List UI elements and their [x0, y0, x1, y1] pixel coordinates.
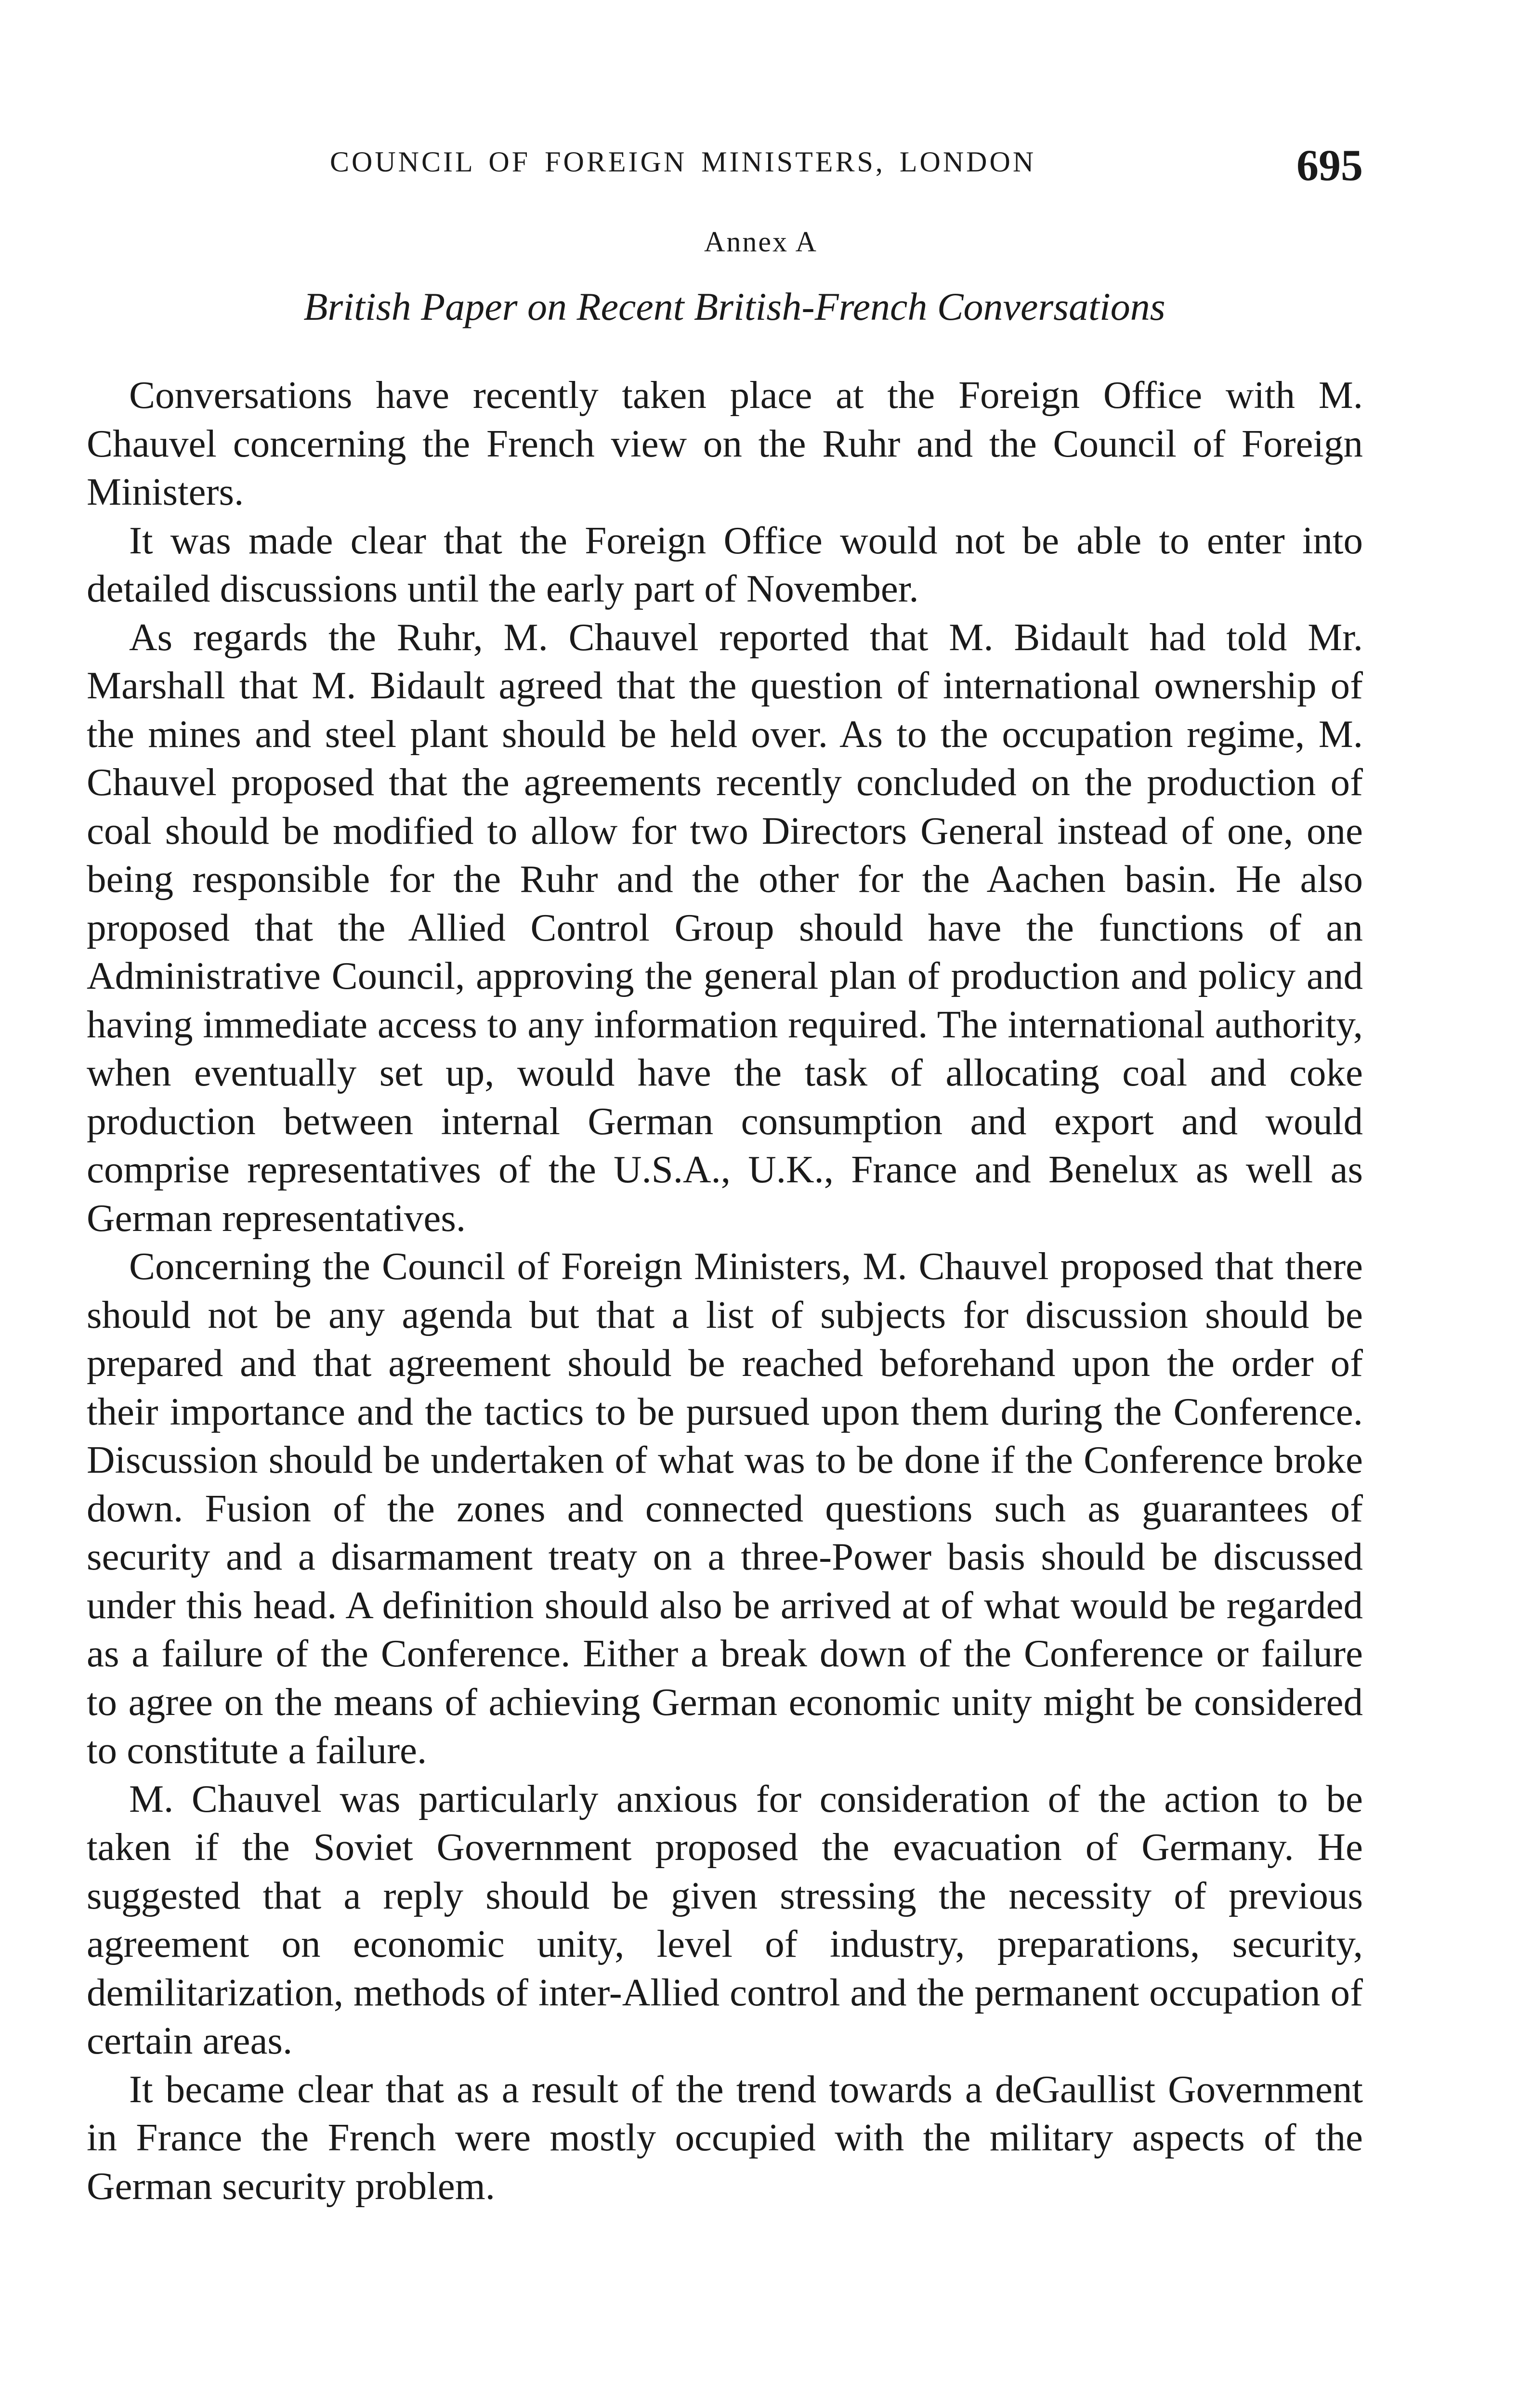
annex-title: British Paper on Recent British-French Conversations	[303, 285, 1165, 328]
running-title: COUNCIL OF FOREIGN MINISTERS, LONDON	[330, 146, 1036, 178]
document-page	[87, 0, 1363, 2408]
paragraph: Conversations have recently taken place at the Foreign Office with M. Chauvel concerning the French view on the Ruhr and the Council of Foreign Ministers.	[87, 373, 1363, 513]
body-text	[87, 371, 1363, 2210]
running-header	[87, 140, 1363, 193]
paragraph: As regards the Ruhr, M. Chauvel reported that M. Bidault had told Mr. Marshall that M. Bidault agreed that the question of international ownership of the mines and steel plant should be held over. As to the occupation regime, M. Chauvel proposed that the agreements recently concluded on the production of coal should be modified to allow for two Directors General instead of one, one being responsible for the Ruhr and the other for the Aachen basin. He also proposed that the Allied Control Group should have the functions of an Administrative Council, approving the general plan of production and policy and having immediate access to any information required. The international authority, when eventually set up, would have the task of allocating coal and coke production between internal German consumption and export and would comprise representatives of the U.S.A., U.K., France and Benelux as well as German representatives.	[87, 615, 1363, 1240]
annex-label: Annex A	[704, 226, 818, 258]
paragraph: It was made clear that the Foreign Office would not be able to enter into detailed discussions until the early part of November.	[87, 518, 1363, 610]
page-number: 695	[1296, 141, 1363, 190]
paragraph: It became clear that as a result of the trend towards a deGaullist Government in France the French were mostly occupied with the military aspects of the German security problem.	[87, 2067, 1363, 2208]
paragraph: M. Chauvel was particularly anxious for consideration of the action to be taken if the Soviet Government proposed the evacuation of Germany. He suggested that a reply should be given stressing the necessity of previous agreement on economic unity, level of industry, preparations, security, demilitarization, methods of inter-Allied control and the permanent occupation of certain areas.	[87, 1777, 1363, 2062]
paragraph: Concerning the Council of Foreign Ministers, M. Chauvel proposed that there should not be any agenda but that a list of subjects for discussion should be prepared and that agreement should be reached beforehand upon the order of their importance and the tactics to be pursued upon them during the Conference. Discussion should be undertaken of what was to be done if the Conference broke down. Fusion of the zones and connected questions such as guarantees of security and a disarmament treaty on a three-Power basis should be discussed under this head. A definition should also be arrived at of what would be regarded as a failure of the Conference. Either a break down of the Conference or failure to agree on the means of achieving German economic unity might be considered to constitute a failure.	[87, 1244, 1363, 1772]
